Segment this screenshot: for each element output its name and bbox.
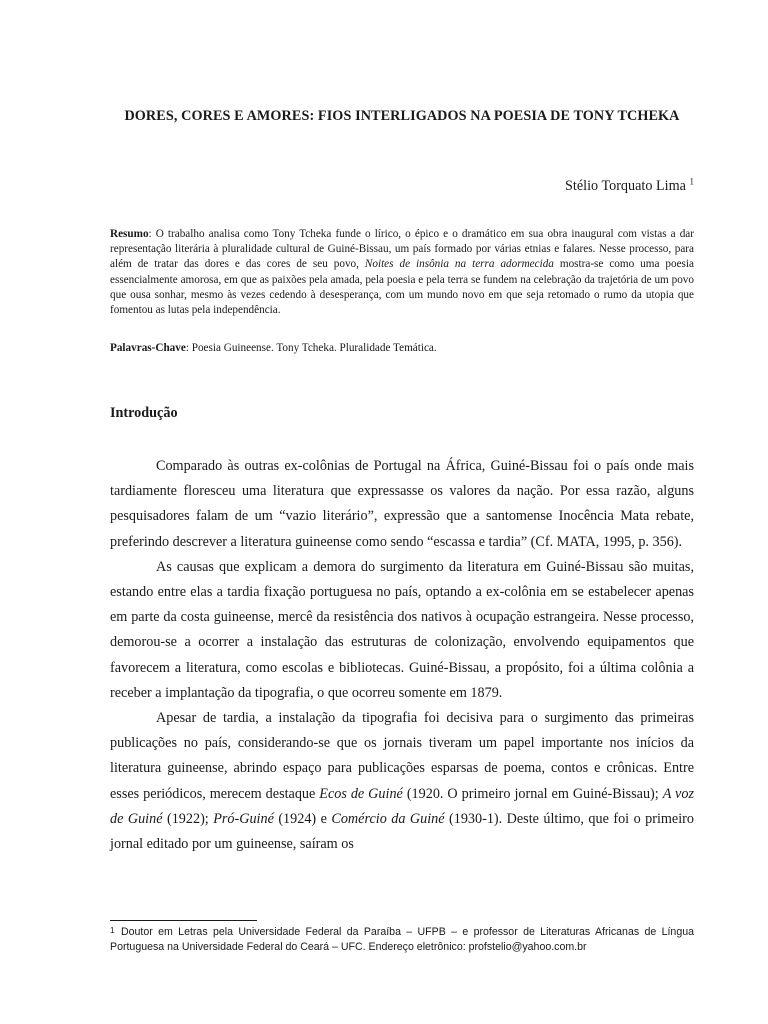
abstract: [110, 227, 694, 318]
keywords-label: Palavras-Chave: [110, 342, 186, 354]
author-footnote-mark: 1: [689, 176, 694, 187]
footnote-mark: 1: [110, 926, 115, 935]
text-segment: Comparado às outras ex-colônias de Portugal na África, Guiné-Bissau foi o país onde mais tardiamente floresceu uma literatura que expressasse os valores da nação. Por essa razão, alguns pesquisadores falam de um “vazio literário”, expressão que a santomense Inocência Mata rebate, preferindo descrever a literatura guineense como sendo “escassa e tardia” (Cf. MATA, 1995, p. 356).: [110, 458, 694, 550]
text-segment: As causas que explicam a demora do surgimento da literatura em Guiné-Bissau são muitas, estando entre elas a tardia fixação portuguesa no país, optando a ex-colônia em se estabelecer apenas em parte da costa guineense, mercê da resistência dos nativos à ocupação estrangeira. Nesse processo, demorou-se a ocorrer a instalação das estruturas de colonização, envolvendo equipamentos que favorecem a literatura, como escolas e bibliotecas. Guiné-Bissau, a propósito, foi a última colônia a receber a implantação da tipografia, o que ocorreu somente em 1879.: [110, 558, 694, 701]
text-segment: (1924) e: [273, 810, 332, 827]
body-paragraph: [110, 706, 694, 857]
text-segment: (1920. O primeiro jornal em Guiné-Bissau);: [402, 785, 663, 802]
author-line: [400, 176, 694, 196]
author-name: Stélio Torquato Lima: [565, 178, 686, 194]
body-paragraph: [110, 454, 694, 555]
abstract-text: [110, 228, 694, 316]
footnote: [110, 925, 694, 954]
text-segment: (1930-1). Deste último, que foi o primeiro jornal editado por um guineense, saíram os: [110, 810, 694, 853]
keywords-text: : Poesia Guineense. Tony Tcheka. Pluralidade Temática.: [185, 342, 437, 354]
italic-title: Pró-Guiné: [213, 810, 274, 827]
text-segment: mostra-se como uma poesia essencialmente amorosa, em que as paixões pela amada, pela poesia e pela terra se fundem na celebração da trajetória de um povo que ousa sonhar, mesmo às vezes cedendo à desesperança, com um mundo novo em que seja retomado o rumo da utopia que fomentou as lutas pela independência.: [110, 258, 694, 317]
italic-title: A voz de Guiné: [110, 785, 694, 827]
keywords: [110, 341, 694, 356]
italic-title: Comércio da Guiné: [331, 810, 445, 827]
footnote-text: Doutor em Letras pela Universidade Federal da Paraíba – UFPB – e professor de Literaturas Africanas de Língua Portuguesa na Universidade Federal do Ceará – UFC. Endereço eletrônico: profstelio@yahoo.com.br: [110, 926, 694, 953]
section-heading: Introdução: [110, 405, 178, 421]
text-segment: (1922);: [162, 810, 214, 827]
body-text: [110, 454, 694, 857]
abstract-label: Resumo: [110, 228, 149, 240]
italic-title: Ecos de Guiné: [319, 785, 403, 802]
text-segment: Apesar de tardia, a instalação da tipografia foi decisiva para o surgimento das primeiras publicações no país, considerando-se que os jornais tiveram um papel importante nos inícios da literatura guineense, abrindo espaço para publicações esparsas de poema, contos e crônicas. Entre esses periódicos, merecem destaque: [110, 710, 694, 802]
text-segment: : O trabalho analisa como Tony Tcheka funde o lírico, o épico e o dramático em sua obra inaugural com vistas a dar representação literária à pluralidade cultural de Guiné-Bissau, um país formado por várias etnias e falares. Nesse processo, para além de tratar das dores e das cores de seu povo,: [110, 228, 694, 271]
paper-title: DORES, CORES E AMORES: FIOS INTERLIGADOS NA POESIA DE TONY TCHEKA: [124, 108, 680, 124]
footnote-divider: [110, 920, 257, 921]
italic-title: Noites de insônia na terra adormecida: [364, 258, 554, 271]
body-paragraph: [110, 555, 694, 706]
